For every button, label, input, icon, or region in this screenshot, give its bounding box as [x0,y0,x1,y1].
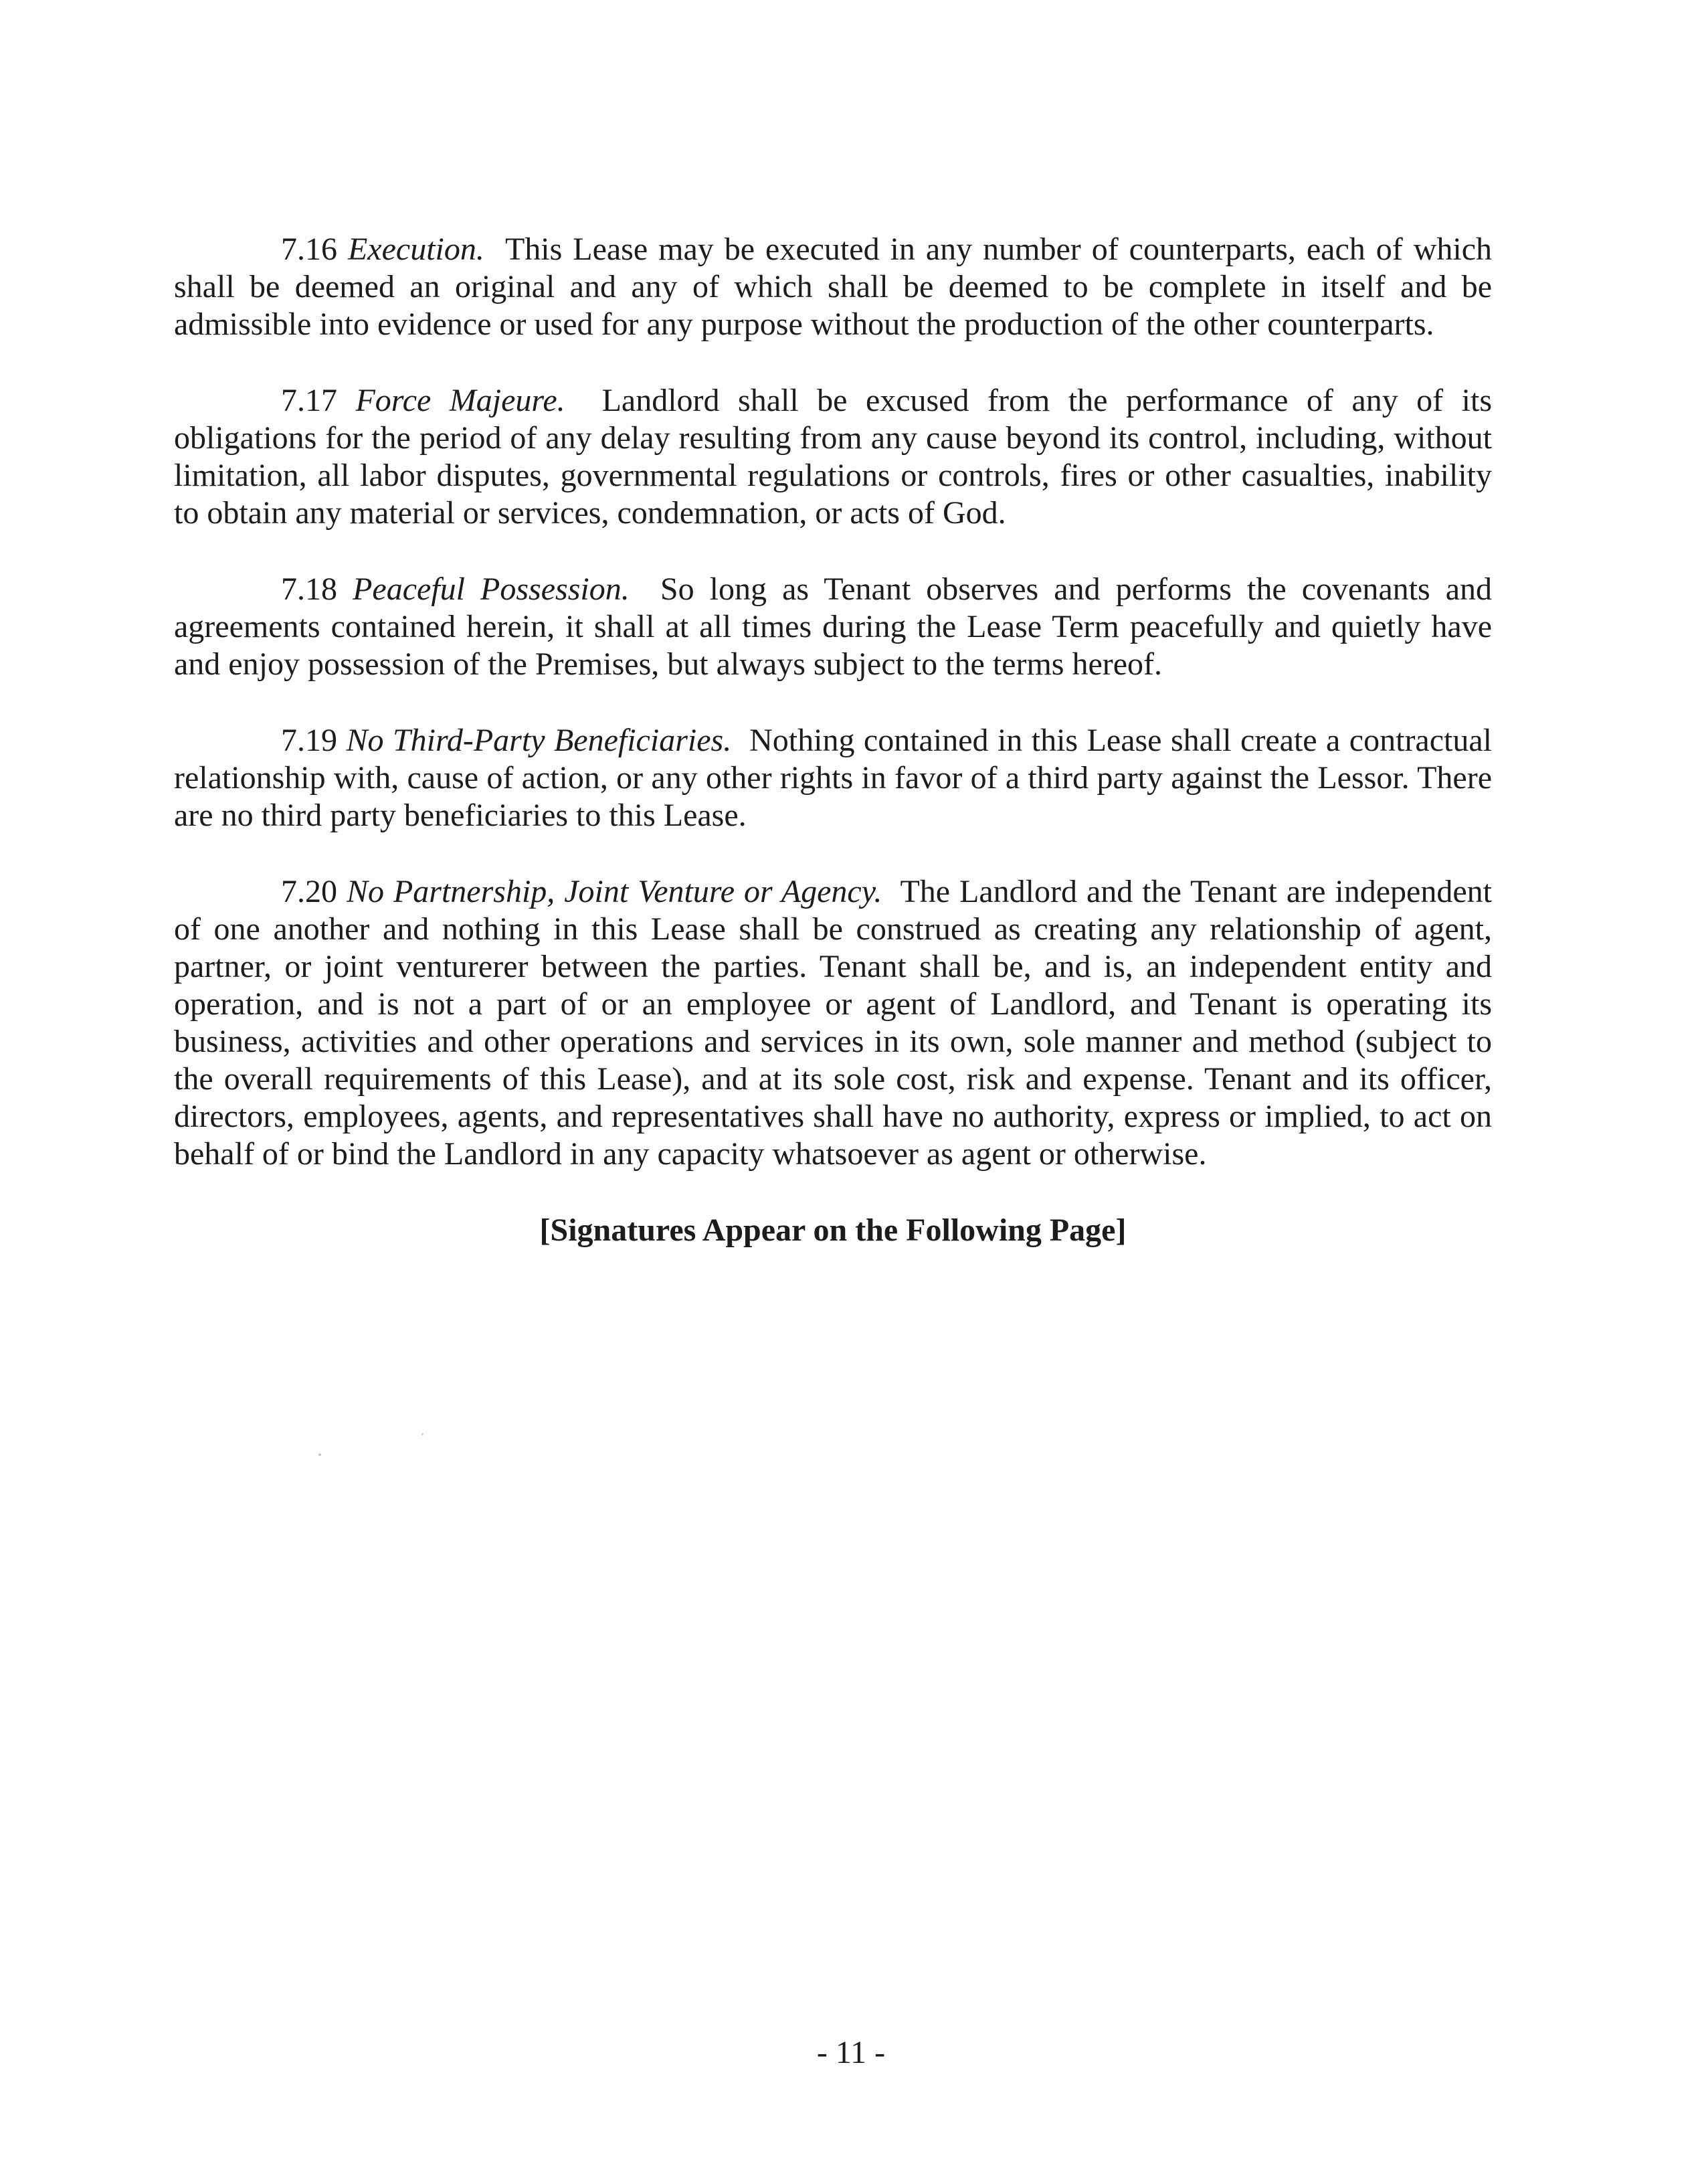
section-body: Nothing contained in this Lease shall create a contractual relationship with, cause of action, or any other rights in favor of a third party against the Lessor. There are no third party beneficiaries to this Lease. [174,723,1493,833]
section-heading: Force Majeure. [355,383,565,418]
section-7-17 [174,382,1492,532]
section-number: 7.19 [281,723,337,758]
section-heading: No Third-Party Beneficiaries. [346,723,732,758]
scan-speck [318,1453,321,1456]
section-7-18 [174,571,1492,683]
section-number: 7.16 [281,232,337,267]
section-7-16 [174,231,1492,343]
section-number: 7.20 [281,874,337,909]
page-number: - 11 - [816,2035,886,2070]
section-number: 7.17 [281,383,337,418]
section-heading: No Partnership, Joint Venture or Agency. [346,874,882,909]
document-body [174,231,1492,1249]
section-body: So long as Tenant observes and performs the covenants and agreements contained herein, it shall at all times during the Lease Term peacefully and quietly have and enjoy possession of the Premises, but always subject to the terms hereof. [174,571,1493,682]
section-7-20 [174,873,1492,1173]
section-7-19 [174,722,1492,834]
section-body: Landlord shall be excused from the performance of any of its obligations for the period of any delay resulting from any cause beyond its control, including, without limitation, all labor disputes, governmental regulations or controls, fires or other casualties, inability to obtain any material or services, condemnation, or acts of God. [174,383,1493,531]
section-heading: Peaceful Possession. [353,571,630,607]
section-body: This Lease may be executed in any number of counterparts, each of which shall be deemed an original and any of which shall be deemed to be complete in itself and be admissible into evidence or used for any purpose without the production of the other counterparts. [174,232,1493,342]
section-heading: Execution. [347,232,484,267]
scan-speck [421,1433,423,1435]
section-body: The Landlord and the Tenant are independent of one another and nothing in this Lease shall be construed as creating any relationship of agent, partner, or joint venturerer between the parties. Tenant shall be, and is, an independent entity and operation, and is not a part of or an employee or agent of Landlord, and Tenant is operating its business, activities and other operations and services in its own, sole manner and method (subject to the overall requirements of this Lease), and at its sole cost, risk and expense. Tenant and its officer, directors, employees, agents, and representatives shall have no authority, express or implied, to act on behalf of or bind the Landlord in any capacity whatsoever as agent or otherwise. [174,874,1492,1172]
section-number: 7.18 [281,571,337,607]
signature-notice: [Signatures Appear on the Following Page] [539,1212,1127,1248]
